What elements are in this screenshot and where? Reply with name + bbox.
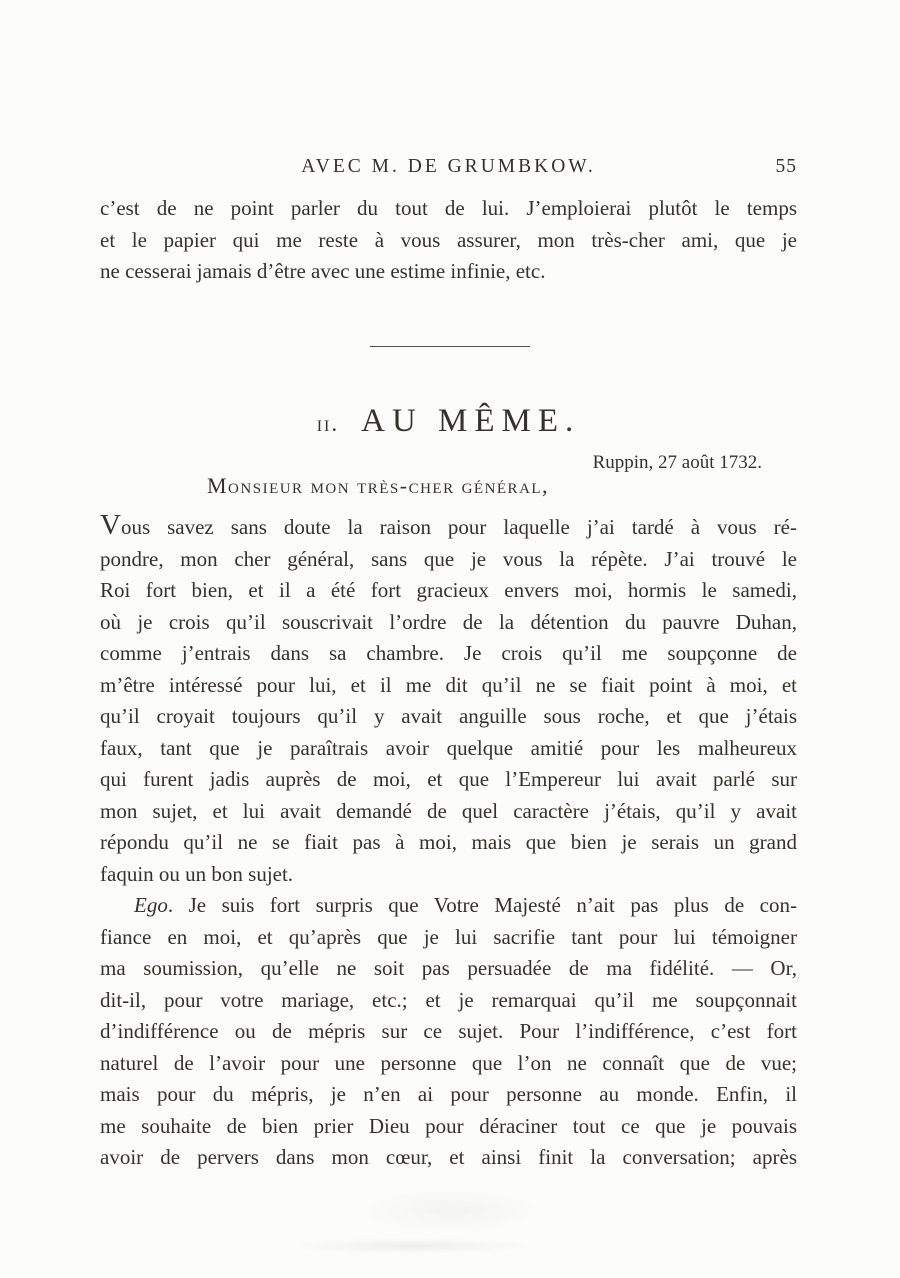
italic-lead-word: Ego [134, 893, 168, 917]
letter-body-paragraph-1 [100, 509, 797, 890]
scan-bleedthrough-smudge [360, 1188, 540, 1234]
text-line: me souhaite de bien prier Dieu pour déraciner tout ce que je pouvais [100, 1113, 797, 1138]
text-line: faux, tant que je paraîtrais avoir quelque amitié pour les malheureux [100, 735, 797, 760]
text-line: qu’il croyait toujours qu’il y avait anguille sous roche, et que j’étais [100, 704, 797, 728]
text-line: d’indifférence ou de mépris sur ce sujet. Pour l’indifférence, c’est fort [100, 1019, 797, 1043]
text-line: faquin ou un bon sujet. [100, 861, 294, 886]
text-line: pondre, mon cher général, sans que je vous la répète. J’ai trouvé le [100, 546, 797, 571]
text-line: naturel de l’avoir pour une personne que l’on ne connaît que de vue; [100, 1050, 797, 1075]
letter-body-paragraph-2 [100, 890, 797, 1174]
text-line: Vous savez sans doute la raison pour laquelle j’ai tardé à vous ré- [100, 509, 797, 541]
text-line: Roi fort bien, et il a été fort gracieux envers moi, hormis le samedi, [100, 578, 797, 602]
line-rest: . Je suis fort surpris que Votre Majesté n’ait pas plus de con- [167, 893, 797, 917]
previous-letter-closing-paragraph [100, 193, 797, 288]
scan-bleedthrough-smudge [290, 1238, 530, 1254]
text-line: mon sujet, et lui avait demandé de quel caractère j’étais, qu’il y avait [100, 798, 797, 823]
text-line: et le papier qui me reste à vous assurer, mon très-cher ami, que je [100, 227, 797, 252]
running-header [100, 153, 797, 181]
text-line: c’est de ne point parler du tout de lui. J’emploierai plutôt le temps [100, 196, 797, 220]
text-line: mais pour du mépris, je n’en ai pour personne au monde. Enfin, il [100, 1082, 797, 1106]
running-header-title: AVEC M. DE GRUMBKOW. [301, 156, 596, 177]
section-divider-rule [370, 346, 530, 347]
page-number: 55 [775, 156, 797, 177]
letter-dateline: Ruppin, 27 août 1732. [592, 452, 762, 473]
letter-title: AU MÊME. [361, 403, 581, 439]
letter-number: ii. [316, 411, 340, 436]
text-line: ma soumission, qu’elle ne soit pas persuadée de ma fidélité. — Or, [100, 956, 797, 980]
text-line: qui furent jadis auprès de moi, et que l’Empereur lui avait parlé sur [100, 767, 797, 791]
text-line: où je crois qu’il souscrivait l’ordre de la détention du pauvre Duhan, [100, 609, 797, 634]
text-line: répondu qu’il ne se fiait pas à moi, mais que bien je serais un grand [100, 830, 797, 854]
letter-heading [100, 400, 797, 448]
text-line: fiance en moi, et qu’après que je lui sacrifie tant pour lui témoigner [100, 924, 797, 949]
text-line: m’être intéressé pour lui, et il me dit qu’il ne se fiait point à moi, et [100, 672, 797, 697]
text-line: comme j’entrais dans sa chambre. Je crois qu’il me soupçonne de [100, 641, 797, 665]
text-line: avoir de pervers dans mon cœur, et ainsi finit la conversation; après [100, 1145, 797, 1169]
text-line [100, 890, 797, 922]
letter-salutation: Monsieur mon très-cher général, [207, 473, 550, 498]
text-line: dit-il, pour votre mariage, etc.; et je remarquai qu’il me soupçonnait [100, 987, 797, 1012]
text-line: ne cesserai jamais d’être avec une estime infinie, etc. [100, 259, 546, 283]
